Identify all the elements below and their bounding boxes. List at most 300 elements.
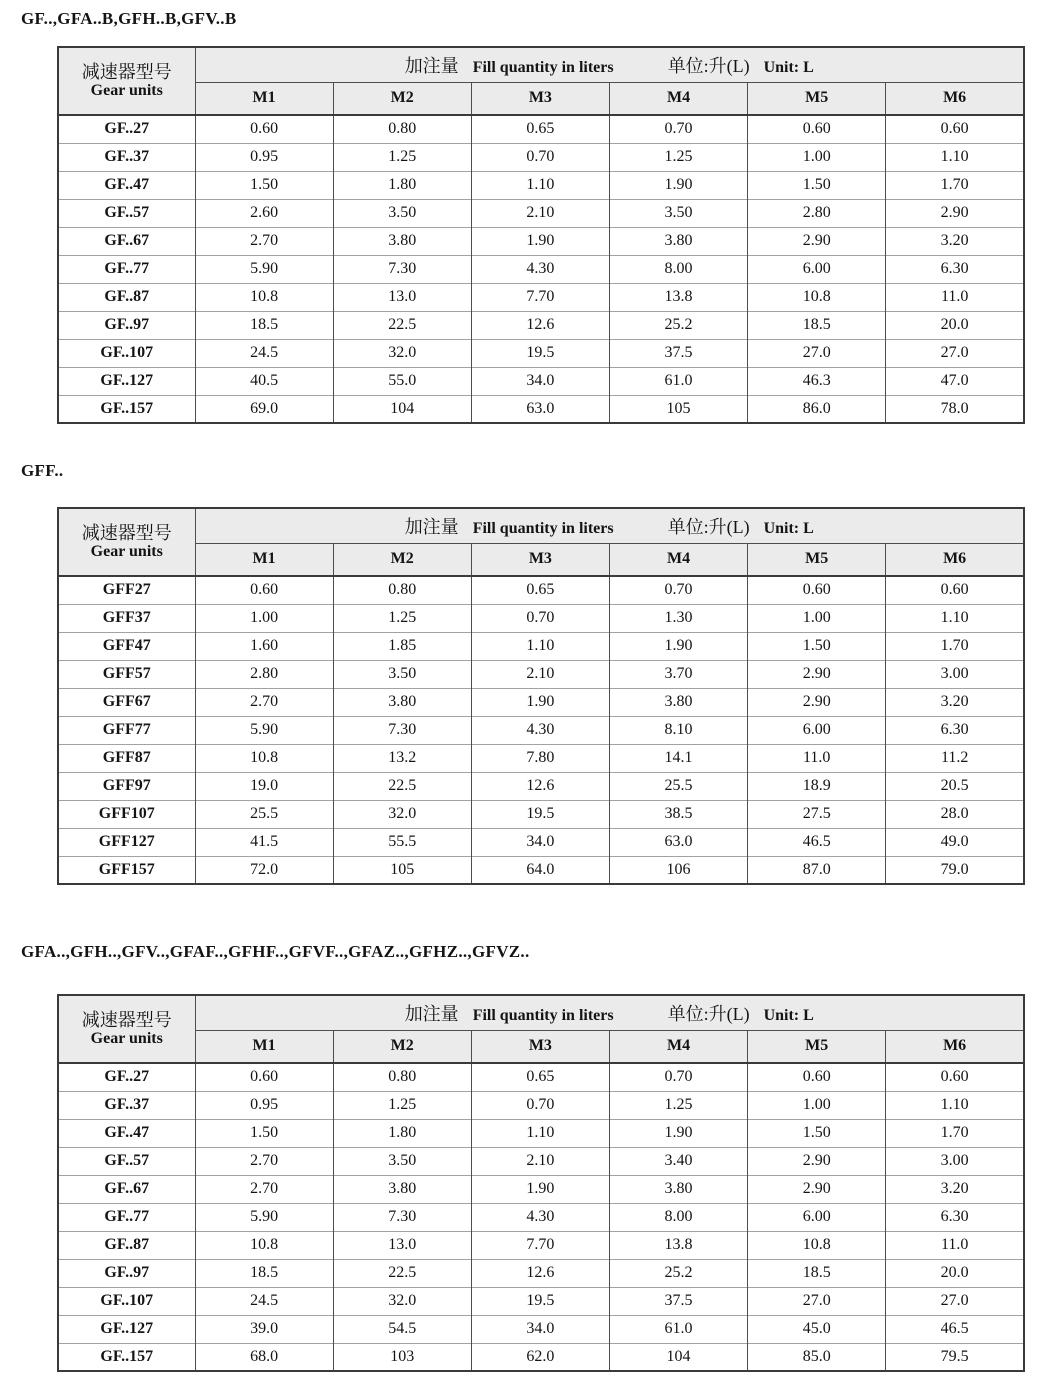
fill-quantity-value: 104 xyxy=(333,395,471,423)
fill-quantity-value: 20.0 xyxy=(886,311,1024,339)
fill-quantity-value: 3.80 xyxy=(609,227,747,255)
gear-unit-model: GFF87 xyxy=(58,744,195,772)
fill-quantity-value: 62.0 xyxy=(471,1343,609,1371)
column-header-m3: M3 xyxy=(471,1030,609,1063)
unit-label-zh: 单位:升(L) xyxy=(667,516,750,537)
fill-quantity-value: 1.50 xyxy=(195,171,333,199)
gear-unit-model: GF..57 xyxy=(58,199,195,227)
table-row xyxy=(58,1147,1024,1175)
fill-quantity-value: 1.25 xyxy=(609,1091,747,1119)
fill-quantity-value: 1.00 xyxy=(748,143,886,171)
fill-quantity-value: 22.5 xyxy=(333,772,471,800)
column-header-m6: M6 xyxy=(886,82,1024,115)
fill-quantity-value: 4.30 xyxy=(471,255,609,283)
fill-quantity-value: 34.0 xyxy=(471,828,609,856)
fill-quantity-value: 13.0 xyxy=(333,1231,471,1259)
column-header-m2: M2 xyxy=(333,82,471,115)
fill-quantity-value: 5.90 xyxy=(195,716,333,744)
fill-label-en: Fill quantity in liters xyxy=(472,519,614,537)
column-header-m2: M2 xyxy=(333,543,471,576)
fill-quantity-value: 3.80 xyxy=(609,1175,747,1203)
fill-quantity-value: 41.5 xyxy=(195,828,333,856)
fill-quantity-value: 61.0 xyxy=(609,1315,747,1343)
fill-quantity-header-cell xyxy=(195,508,1024,543)
table-row xyxy=(58,367,1024,395)
table-row xyxy=(58,1203,1024,1231)
fill-quantity-value: 1.50 xyxy=(748,171,886,199)
gear-unit-model: GF..57 xyxy=(58,1147,195,1175)
column-header-m2: M2 xyxy=(333,1030,471,1063)
fill-quantity-value: 79.5 xyxy=(886,1343,1024,1371)
fill-quantity-value: 0.95 xyxy=(195,1091,333,1119)
fill-quantity-value: 1.70 xyxy=(886,632,1024,660)
fill-quantity-value: 25.5 xyxy=(609,772,747,800)
fill-quantity-value: 55.5 xyxy=(333,828,471,856)
fill-quantity-value: 10.8 xyxy=(748,283,886,311)
gear-unit-model: GFF47 xyxy=(58,632,195,660)
fill-quantity-value: 18.5 xyxy=(748,311,886,339)
fill-quantity-value: 10.8 xyxy=(195,744,333,772)
fill-quantity-table-gfa-gfh-gfv xyxy=(57,994,1025,1372)
fill-quantity-value: 13.0 xyxy=(333,283,471,311)
fill-quantity-value: 72.0 xyxy=(195,856,333,884)
table-body xyxy=(58,576,1024,884)
fill-quantity-value: 0.70 xyxy=(609,115,747,143)
column-header-m3: M3 xyxy=(471,82,609,115)
fill-quantity-value: 1.90 xyxy=(609,1119,747,1147)
gear-unit-model: GF..97 xyxy=(58,1259,195,1287)
column-header-m1: M1 xyxy=(195,82,333,115)
gear-units-header-en: Gear units xyxy=(90,543,163,560)
fill-quantity-value: 3.80 xyxy=(333,1175,471,1203)
fill-quantity-table-gf-b xyxy=(57,46,1025,424)
fill-quantity-value: 3.00 xyxy=(886,660,1024,688)
fill-quantity-value: 8.00 xyxy=(609,255,747,283)
fill-quantity-value: 1.10 xyxy=(471,632,609,660)
fill-quantity-value: 0.70 xyxy=(471,1091,609,1119)
column-header-m4: M4 xyxy=(609,543,747,576)
fill-quantity-value: 18.9 xyxy=(748,772,886,800)
fill-quantity-value: 2.90 xyxy=(748,227,886,255)
table-row xyxy=(58,1315,1024,1343)
table-row xyxy=(58,115,1024,143)
fill-quantity-value: 1.50 xyxy=(195,1119,333,1147)
fill-quantity-value: 12.6 xyxy=(471,311,609,339)
gear-unit-model: GF..37 xyxy=(58,1091,195,1119)
gear-units-header-en: Gear units xyxy=(90,82,163,99)
fill-quantity-value: 1.25 xyxy=(333,604,471,632)
fill-quantity-value: 1.90 xyxy=(471,227,609,255)
fill-quantity-value: 1.00 xyxy=(195,604,333,632)
table-row xyxy=(58,1343,1024,1371)
fill-quantity-header-cell xyxy=(195,995,1024,1030)
fill-quantity-value: 69.0 xyxy=(195,395,333,423)
fill-quantity-value: 13.2 xyxy=(333,744,471,772)
fill-quantity-value: 104 xyxy=(609,1343,747,1371)
gear-unit-model: GF..157 xyxy=(58,1343,195,1371)
section-gf-b-series xyxy=(21,8,1026,424)
fill-quantity-value: 1.00 xyxy=(748,604,886,632)
fill-quantity-value: 1.90 xyxy=(471,1175,609,1203)
fill-quantity-value: 7.70 xyxy=(471,283,609,311)
fill-quantity-value: 2.10 xyxy=(471,660,609,688)
fill-quantity-value: 19.5 xyxy=(471,339,609,367)
fill-quantity-table-gff xyxy=(57,507,1025,885)
gear-unit-model: GFF27 xyxy=(58,576,195,604)
table-row xyxy=(58,688,1024,716)
column-header-m5: M5 xyxy=(748,1030,886,1063)
unit-label-en: Unit: L xyxy=(763,58,814,76)
section-gfa-gfh-gfv-series xyxy=(21,941,1026,1372)
fill-quantity-value: 0.60 xyxy=(195,576,333,604)
gear-unit-model: GF..27 xyxy=(58,1063,195,1091)
gear-unit-model: GF..127 xyxy=(58,1315,195,1343)
column-header-m3: M3 xyxy=(471,543,609,576)
unit-label-en: Unit: L xyxy=(763,1006,814,1024)
fill-quantity-value: 103 xyxy=(333,1343,471,1371)
fill-quantity-value: 87.0 xyxy=(748,856,886,884)
header-row-top xyxy=(58,508,1024,543)
fill-quantity-value: 63.0 xyxy=(471,395,609,423)
table-row xyxy=(58,772,1024,800)
table-row xyxy=(58,1091,1024,1119)
fill-quantity-value: 4.30 xyxy=(471,716,609,744)
fill-quantity-value: 0.80 xyxy=(333,576,471,604)
fill-quantity-value: 3.20 xyxy=(886,688,1024,716)
fill-quantity-value: 10.8 xyxy=(195,283,333,311)
fill-quantity-value: 11.0 xyxy=(886,283,1024,311)
fill-quantity-value: 55.0 xyxy=(333,367,471,395)
table-row xyxy=(58,660,1024,688)
fill-quantity-value: 0.60 xyxy=(195,1063,333,1091)
fill-quantity-value: 1.90 xyxy=(471,688,609,716)
fill-quantity-value: 2.10 xyxy=(471,1147,609,1175)
column-header-m4: M4 xyxy=(609,1030,747,1063)
gear-units-header-zh: 减速器型号 xyxy=(81,523,172,543)
fill-quantity-value: 86.0 xyxy=(748,395,886,423)
fill-quantity-value: 0.80 xyxy=(333,115,471,143)
fill-quantity-value: 11.0 xyxy=(886,1231,1024,1259)
fill-quantity-value: 1.10 xyxy=(471,171,609,199)
gear-units-header-en: Gear units xyxy=(90,1030,163,1047)
fill-quantity-value: 8.00 xyxy=(609,1203,747,1231)
fill-quantity-value: 22.5 xyxy=(333,311,471,339)
table-row xyxy=(58,632,1024,660)
fill-quantity-value: 6.30 xyxy=(886,1203,1024,1231)
fill-quantity-value: 37.5 xyxy=(609,339,747,367)
fill-quantity-value: 14.1 xyxy=(609,744,747,772)
fill-quantity-value: 3.50 xyxy=(609,199,747,227)
fill-quantity-value: 3.50 xyxy=(333,1147,471,1175)
fill-quantity-value: 12.6 xyxy=(471,1259,609,1287)
gear-unit-model: GF..37 xyxy=(58,143,195,171)
fill-quantity-value: 0.95 xyxy=(195,143,333,171)
table-header xyxy=(58,995,1024,1063)
fill-quantity-value: 38.5 xyxy=(609,800,747,828)
fill-quantity-value: 37.5 xyxy=(609,1287,747,1315)
unit-label-en: Unit: L xyxy=(763,519,814,537)
section-heading: GF..,GFA..B,GFH..B,GFV..B xyxy=(21,9,237,28)
fill-quantity-value: 0.65 xyxy=(471,576,609,604)
table-row xyxy=(58,143,1024,171)
gear-unit-model: GF..107 xyxy=(58,1287,195,1315)
fill-quantity-value: 32.0 xyxy=(333,800,471,828)
fill-quantity-value: 1.10 xyxy=(886,1091,1024,1119)
fill-quantity-value: 45.0 xyxy=(748,1315,886,1343)
gear-unit-model: GF..107 xyxy=(58,339,195,367)
fill-quantity-value: 25.2 xyxy=(609,311,747,339)
column-header-m4: M4 xyxy=(609,82,747,115)
fill-quantity-value: 0.60 xyxy=(886,1063,1024,1091)
fill-quantity-value: 11.2 xyxy=(886,744,1024,772)
fill-quantity-value: 6.30 xyxy=(886,255,1024,283)
fill-quantity-value: 10.8 xyxy=(195,1231,333,1259)
fill-quantity-value: 24.5 xyxy=(195,1287,333,1315)
table-row xyxy=(58,716,1024,744)
column-header-m5: M5 xyxy=(748,543,886,576)
table-row xyxy=(58,311,1024,339)
table-row xyxy=(58,199,1024,227)
table-row xyxy=(58,283,1024,311)
fill-quantity-value: 63.0 xyxy=(609,828,747,856)
fill-quantity-value: 0.60 xyxy=(748,576,886,604)
fill-quantity-value: 1.25 xyxy=(333,143,471,171)
fill-quantity-value: 11.0 xyxy=(748,744,886,772)
fill-quantity-value: 1.10 xyxy=(886,604,1024,632)
table-body xyxy=(58,1063,1024,1371)
fill-quantity-value: 2.80 xyxy=(748,199,886,227)
gear-unit-model: GFF77 xyxy=(58,716,195,744)
fill-quantity-value: 47.0 xyxy=(886,367,1024,395)
fill-quantity-value: 19.5 xyxy=(471,1287,609,1315)
fill-quantity-value: 64.0 xyxy=(471,856,609,884)
column-header-m5: M5 xyxy=(748,82,886,115)
fill-quantity-value: 1.10 xyxy=(886,143,1024,171)
table-row xyxy=(58,856,1024,884)
gear-unit-model: GF..87 xyxy=(58,283,195,311)
fill-quantity-value: 1.25 xyxy=(609,143,747,171)
fill-quantity-value: 49.0 xyxy=(886,828,1024,856)
table-row xyxy=(58,227,1024,255)
fill-quantity-value: 28.0 xyxy=(886,800,1024,828)
fill-quantity-value: 6.00 xyxy=(748,1203,886,1231)
fill-quantity-value: 18.5 xyxy=(195,311,333,339)
fill-quantity-value: 4.30 xyxy=(471,1203,609,1231)
fill-quantity-value: 19.5 xyxy=(471,800,609,828)
gear-unit-model: GFF97 xyxy=(58,772,195,800)
table-row xyxy=(58,1231,1024,1259)
fill-quantity-value: 39.0 xyxy=(195,1315,333,1343)
gear-unit-model: GF..67 xyxy=(58,1175,195,1203)
fill-quantity-value: 32.0 xyxy=(333,1287,471,1315)
gear-unit-model: GF..67 xyxy=(58,227,195,255)
fill-quantity-value: 61.0 xyxy=(609,367,747,395)
fill-quantity-value: 10.8 xyxy=(748,1231,886,1259)
table-row xyxy=(58,800,1024,828)
column-header-m1: M1 xyxy=(195,543,333,576)
fill-label-zh: 加注量 xyxy=(404,1003,459,1024)
fill-quantity-value: 3.50 xyxy=(333,660,471,688)
fill-quantity-value: 22.5 xyxy=(333,1259,471,1287)
gear-unit-model: GF..27 xyxy=(58,115,195,143)
gear-unit-model: GF..127 xyxy=(58,367,195,395)
column-header-m6: M6 xyxy=(886,543,1024,576)
fill-quantity-value: 106 xyxy=(609,856,747,884)
fill-quantity-value: 2.90 xyxy=(748,1175,886,1203)
table-row xyxy=(58,1287,1024,1315)
fill-quantity-value: 1.50 xyxy=(748,1119,886,1147)
table-row xyxy=(58,576,1024,604)
gear-unit-model: GF..47 xyxy=(58,171,195,199)
fill-quantity-value: 3.20 xyxy=(886,227,1024,255)
fill-quantity-value: 3.80 xyxy=(333,227,471,255)
fill-quantity-value: 13.8 xyxy=(609,1231,747,1259)
header-row-mounting xyxy=(58,82,1024,115)
fill-quantity-value: 6.00 xyxy=(748,255,886,283)
fill-quantity-value: 7.80 xyxy=(471,744,609,772)
fill-quantity-value: 105 xyxy=(609,395,747,423)
gear-unit-model: GFF107 xyxy=(58,800,195,828)
fill-quantity-value: 3.00 xyxy=(886,1147,1024,1175)
table-row xyxy=(58,828,1024,856)
fill-quantity-value: 27.0 xyxy=(886,339,1024,367)
section-heading: GFA..,GFH..,GFV..,GFAF..,GFHF..,GFVF..,GFAZ..,GFHZ..,GFVZ.. xyxy=(21,942,530,961)
fill-quantity-value: 18.5 xyxy=(748,1259,886,1287)
unit-label-zh: 单位:升(L) xyxy=(667,1003,750,1024)
table-row xyxy=(58,1259,1024,1287)
fill-quantity-value: 2.90 xyxy=(886,199,1024,227)
column-header-m6: M6 xyxy=(886,1030,1024,1063)
fill-label-zh: 加注量 xyxy=(404,55,459,76)
header-row-top xyxy=(58,47,1024,82)
fill-quantity-value: 79.0 xyxy=(886,856,1024,884)
fill-quantity-value: 85.0 xyxy=(748,1343,886,1371)
fill-label-en: Fill quantity in liters xyxy=(472,58,614,76)
header-row-mounting xyxy=(58,543,1024,576)
fill-quantity-value: 7.30 xyxy=(333,1203,471,1231)
fill-quantity-value: 1.25 xyxy=(333,1091,471,1119)
gear-unit-model: GFF37 xyxy=(58,604,195,632)
fill-quantity-value: 1.70 xyxy=(886,171,1024,199)
gear-units-header-zh: 减速器型号 xyxy=(81,62,172,82)
gear-unit-model: GF..77 xyxy=(58,1203,195,1231)
table-row xyxy=(58,395,1024,423)
table-row xyxy=(58,1063,1024,1091)
column-header-m1: M1 xyxy=(195,1030,333,1063)
fill-quantity-value: 27.5 xyxy=(748,800,886,828)
fill-quantity-value: 24.5 xyxy=(195,339,333,367)
fill-quantity-value: 0.65 xyxy=(471,1063,609,1091)
fill-quantity-value: 105 xyxy=(333,856,471,884)
fill-quantity-value: 27.0 xyxy=(748,339,886,367)
gear-unit-model: GF..87 xyxy=(58,1231,195,1259)
fill-label-zh: 加注量 xyxy=(404,516,459,537)
fill-quantity-value: 34.0 xyxy=(471,1315,609,1343)
fill-quantity-value: 6.30 xyxy=(886,716,1024,744)
gear-unit-model: GF..77 xyxy=(58,255,195,283)
fill-quantity-value: 1.60 xyxy=(195,632,333,660)
fill-quantity-value: 20.5 xyxy=(886,772,1024,800)
fill-quantity-value: 46.5 xyxy=(748,828,886,856)
fill-quantity-value: 46.5 xyxy=(886,1315,1024,1343)
fill-quantity-value: 7.30 xyxy=(333,716,471,744)
gear-unit-model: GFF127 xyxy=(58,828,195,856)
gear-unit-model: GFF157 xyxy=(58,856,195,884)
fill-quantity-value: 40.5 xyxy=(195,367,333,395)
gear-unit-model: GF..97 xyxy=(58,311,195,339)
fill-quantity-value: 1.90 xyxy=(609,632,747,660)
fill-quantity-value: 3.40 xyxy=(609,1147,747,1175)
table-row xyxy=(58,255,1024,283)
fill-quantity-value: 0.60 xyxy=(748,115,886,143)
fill-quantity-value: 2.70 xyxy=(195,227,333,255)
gear-units-header-cell xyxy=(58,508,195,576)
table-header xyxy=(58,47,1024,115)
fill-quantity-value: 27.0 xyxy=(886,1287,1024,1315)
fill-quantity-value: 2.70 xyxy=(195,1175,333,1203)
fill-quantity-value: 25.5 xyxy=(195,800,333,828)
fill-quantity-value: 32.0 xyxy=(333,339,471,367)
gear-units-header-cell xyxy=(58,47,195,115)
fill-quantity-value: 46.3 xyxy=(748,367,886,395)
fill-quantity-value: 19.0 xyxy=(195,772,333,800)
fill-quantity-value: 0.60 xyxy=(886,576,1024,604)
fill-quantity-value: 1.30 xyxy=(609,604,747,632)
fill-quantity-value: 2.80 xyxy=(195,660,333,688)
fill-quantity-value: 0.80 xyxy=(333,1063,471,1091)
table-body xyxy=(58,115,1024,423)
gear-unit-model: GF..157 xyxy=(58,395,195,423)
gear-units-header-cell xyxy=(58,995,195,1063)
fill-quantity-value: 34.0 xyxy=(471,367,609,395)
fill-quantity-header-cell xyxy=(195,47,1024,82)
gear-unit-model: GFF67 xyxy=(58,688,195,716)
fill-quantity-value: 3.50 xyxy=(333,199,471,227)
fill-quantity-value: 2.90 xyxy=(748,1147,886,1175)
header-row-top xyxy=(58,995,1024,1030)
fill-quantity-value: 68.0 xyxy=(195,1343,333,1371)
fill-quantity-value: 2.60 xyxy=(195,199,333,227)
fill-quantity-value: 1.70 xyxy=(886,1119,1024,1147)
fill-quantity-value: 3.70 xyxy=(609,660,747,688)
fill-quantity-value: 1.80 xyxy=(333,1119,471,1147)
fill-quantity-value: 20.0 xyxy=(886,1259,1024,1287)
fill-quantity-value: 0.60 xyxy=(195,115,333,143)
fill-quantity-value: 0.60 xyxy=(886,115,1024,143)
fill-quantity-value: 25.2 xyxy=(609,1259,747,1287)
fill-label-en: Fill quantity in liters xyxy=(472,1006,614,1024)
table-row xyxy=(58,339,1024,367)
fill-quantity-value: 1.00 xyxy=(748,1091,886,1119)
fill-quantity-value: 6.00 xyxy=(748,716,886,744)
unit-label-zh: 单位:升(L) xyxy=(667,55,750,76)
fill-quantity-value: 0.70 xyxy=(471,143,609,171)
gear-units-header-zh: 减速器型号 xyxy=(81,1010,172,1030)
fill-quantity-value: 1.85 xyxy=(333,632,471,660)
fill-quantity-value: 3.20 xyxy=(886,1175,1024,1203)
fill-quantity-value: 2.70 xyxy=(195,1147,333,1175)
fill-quantity-value: 5.90 xyxy=(195,255,333,283)
fill-quantity-value: 5.90 xyxy=(195,1203,333,1231)
fill-quantity-value: 18.5 xyxy=(195,1259,333,1287)
table-row xyxy=(58,171,1024,199)
table-row xyxy=(58,744,1024,772)
fill-quantity-value: 0.70 xyxy=(609,576,747,604)
fill-quantity-value: 2.90 xyxy=(748,660,886,688)
section-gff-series xyxy=(21,460,1026,885)
fill-quantity-value: 2.90 xyxy=(748,688,886,716)
fill-quantity-value: 2.10 xyxy=(471,199,609,227)
